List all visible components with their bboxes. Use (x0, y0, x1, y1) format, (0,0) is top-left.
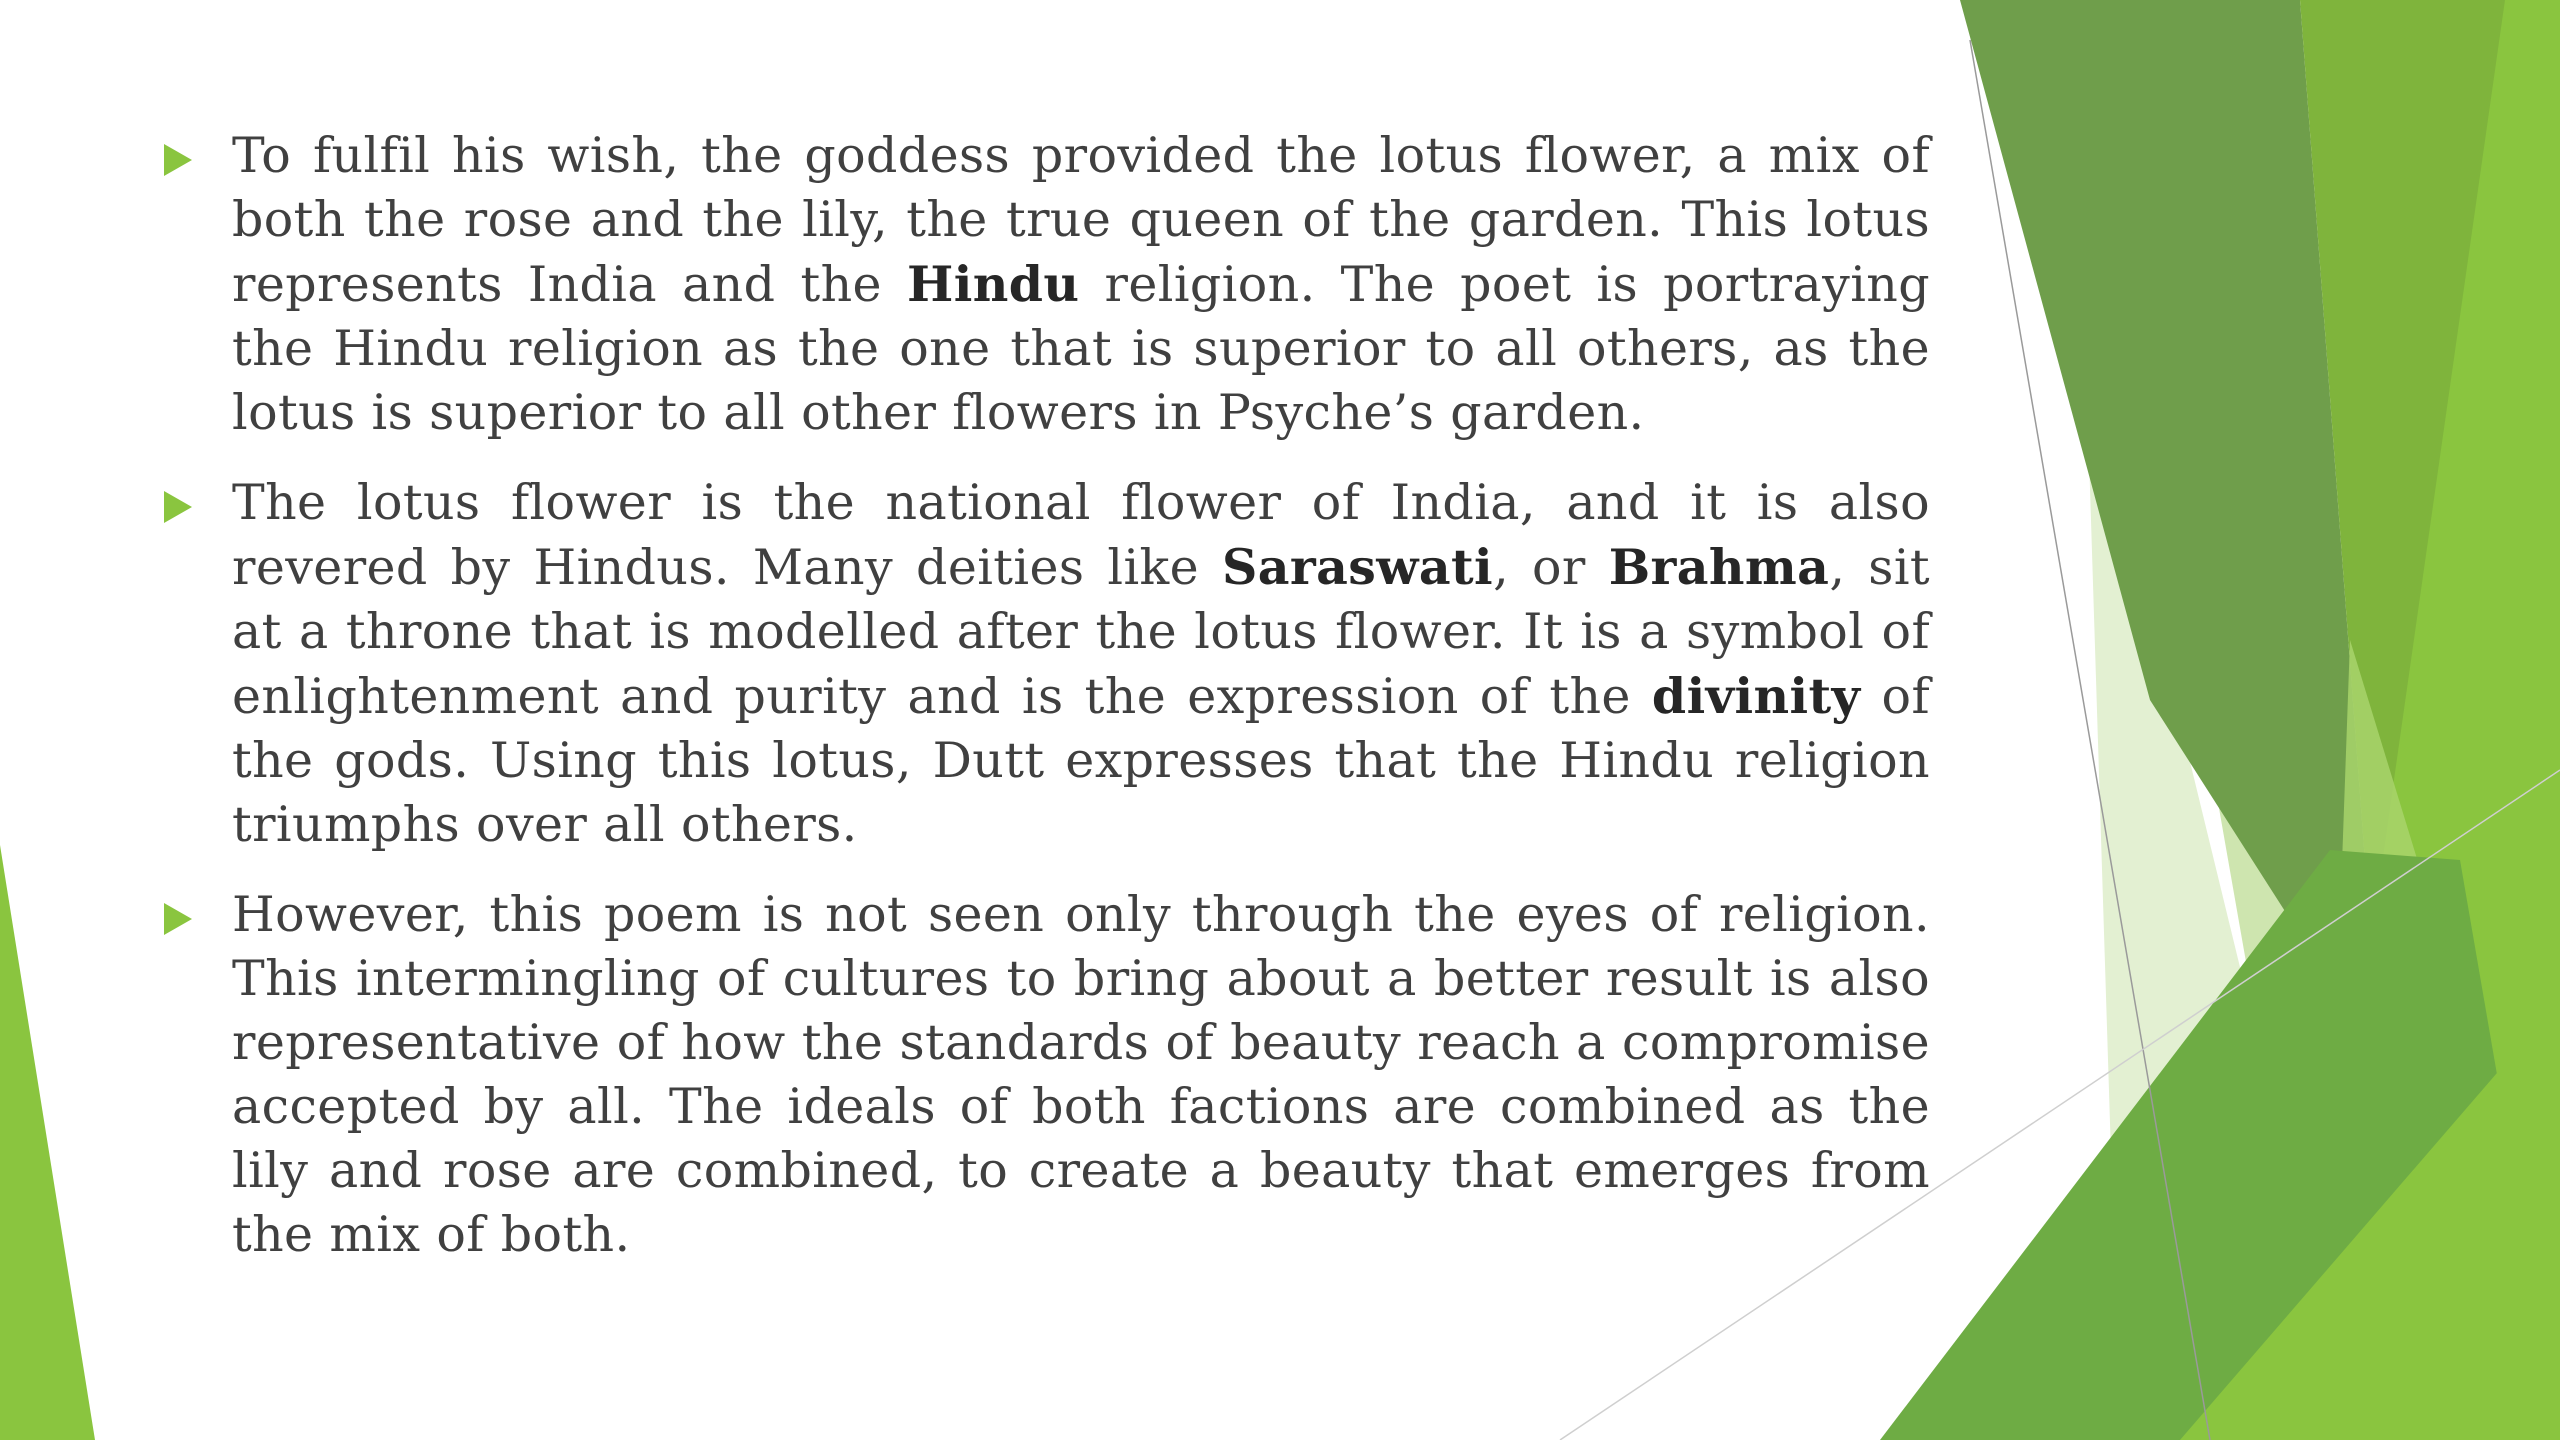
text-run: of the gods. Using this lotus, Dutt expresses that the Hindu religion triumphs over all others. (232, 668, 1930, 853)
bold-term: divinity (1651, 667, 1861, 725)
bullet-triangle-icon (164, 491, 192, 523)
bullet-item (160, 883, 1930, 1267)
bullet-triangle-icon (164, 903, 192, 935)
bullet-paragraph (232, 883, 1930, 1267)
bold-term: Saraswati (1221, 538, 1494, 596)
bullet-paragraph (232, 124, 1930, 445)
left-green-sliver (0, 845, 95, 1440)
text-run: , sit at a throne that is modelled after the lotus flower. It is a symbol of enlightenment and purity and is the expression of the (232, 539, 1930, 725)
bold-term: Hindu (907, 255, 1080, 313)
text-run: The lotus flower is the national flower of India, and it is also revered by Hindus. Many deities like (232, 474, 1930, 596)
bullet-item (160, 124, 1930, 445)
text-run: religion. The poet is portraying the Hindu religion as the one that is superior to all others, as the lotus is superior to all other flowers in Psyche’s garden. (232, 256, 1930, 441)
bold-term: Brahma (1608, 538, 1830, 596)
bullet-list (160, 124, 1930, 1293)
bullet-paragraph (232, 471, 1930, 857)
text-run: To fulfil his wish, the goddess provided the lotus flower, a mix of both the rose and the lily, the true queen of the garden. This lotus represents India and the (232, 127, 1930, 313)
bullet-item (160, 471, 1930, 857)
text-run: However, this poem is not seen only through the eyes of religion. This intermingling of cultures to bring about a better result is also representative of how the standards of beauty reach a compromise accepted by all. The ideals of both factions are combined as the lily and rose are combined, to create a beauty that emerges from the mix of both. (232, 886, 1930, 1263)
text-run: , or (1493, 539, 1609, 596)
bullet-triangle-icon (164, 144, 192, 176)
